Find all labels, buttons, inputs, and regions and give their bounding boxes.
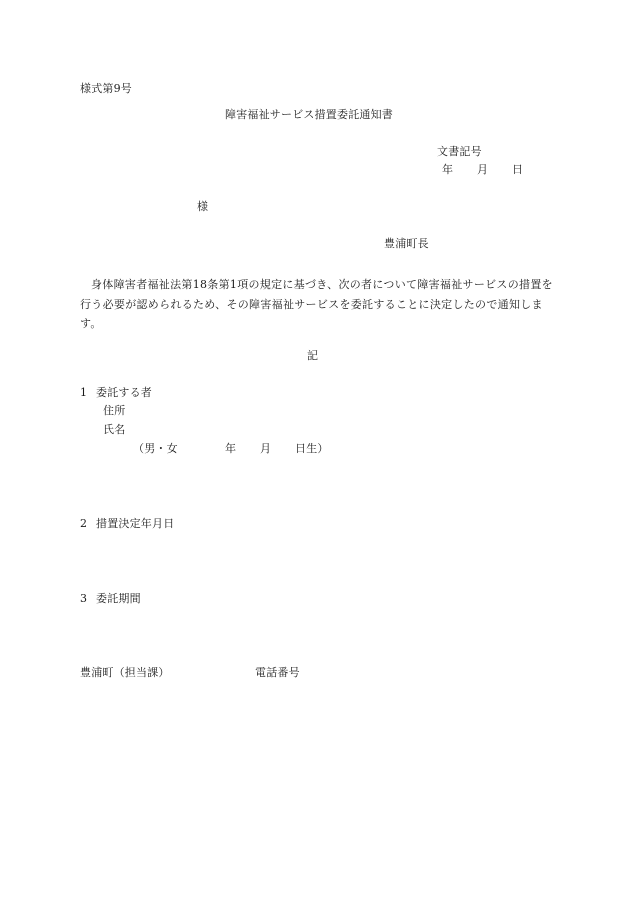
document-title: 障害福祉サービス措置委託通知書 bbox=[225, 108, 393, 121]
form-number: 様式第9号 bbox=[80, 82, 132, 95]
gender-choice: （男・女 bbox=[133, 442, 178, 455]
footer-phone-label: 電話番号 bbox=[255, 666, 300, 679]
birth-month-label: 月 bbox=[260, 442, 272, 455]
section3-label: 委託期間 bbox=[96, 592, 141, 605]
section1-label: 委託する者 bbox=[96, 386, 152, 399]
birth-year-label: 年 bbox=[225, 442, 237, 455]
date-month-label: 月 bbox=[477, 163, 489, 176]
sender-name: 豊浦町長 bbox=[384, 237, 429, 250]
section3-number: 3 bbox=[80, 592, 88, 605]
date-day-label: 日 bbox=[512, 163, 524, 176]
document-number-label: 文書記号 bbox=[437, 145, 482, 158]
body-paragraph: 身体障害者福祉法第18条第1項の規定に基づき、次の者について障害福祉サービスの措置を行う必要が認められるため、その障害福祉サービスを委託することに決定したので通知します。 bbox=[80, 278, 553, 330]
section2-label: 措置決定年月日 bbox=[96, 517, 175, 530]
name-label: 氏名 bbox=[103, 423, 126, 436]
birth-day-label: 日生） bbox=[295, 442, 329, 455]
date-year-label: 年 bbox=[442, 163, 454, 176]
address-label: 住所 bbox=[103, 404, 126, 417]
section1-number: 1 bbox=[80, 386, 88, 399]
section2-number: 2 bbox=[80, 517, 88, 530]
footer-office: 豊浦町（担当課） bbox=[80, 666, 170, 679]
ki-heading: 記 bbox=[307, 349, 319, 362]
recipient-honorific: 様 bbox=[197, 200, 209, 213]
